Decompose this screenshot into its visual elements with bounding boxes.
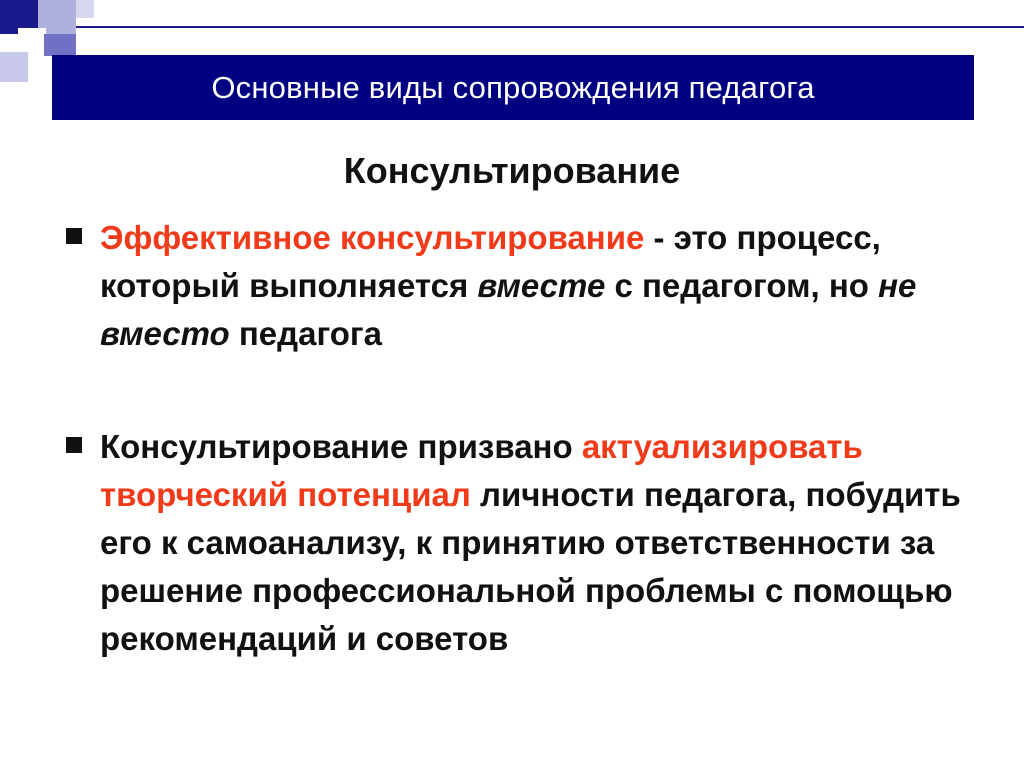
plain-text: - это процесс, который выполняется xyxy=(100,219,881,304)
highlight-text: Эффективное консультирование xyxy=(100,219,645,256)
decor-square xyxy=(44,34,76,56)
plain-text: Консультирование призвано xyxy=(100,428,582,465)
decor-square xyxy=(76,0,94,18)
top-rule xyxy=(76,26,1024,28)
plain-text: с педагогом, но xyxy=(605,267,879,304)
decor-square xyxy=(18,28,46,54)
slide-title: Основные виды сопровождения педагога xyxy=(211,69,815,105)
title-band xyxy=(52,55,974,120)
bullet-text xyxy=(100,423,966,663)
square-bullet-icon xyxy=(66,228,82,244)
plain-text: личности педагога, побудить его к самоанализу, к принятию ответственности за решение профессиональной проблемы с помощью рекомендаций и советов xyxy=(100,476,961,657)
bullet-item xyxy=(66,214,966,358)
slide-subtitle: Консультирование xyxy=(343,150,681,191)
italic-text: вместе xyxy=(477,267,606,304)
square-bullet-icon xyxy=(66,437,82,453)
bullet-item xyxy=(66,423,966,663)
decor-square xyxy=(0,52,28,82)
italic-text: не вместо xyxy=(100,267,917,352)
plain-text: педагога xyxy=(229,315,383,352)
highlight-text: актуализировать творческий потенциал xyxy=(100,428,863,513)
bullet-text xyxy=(100,214,966,358)
